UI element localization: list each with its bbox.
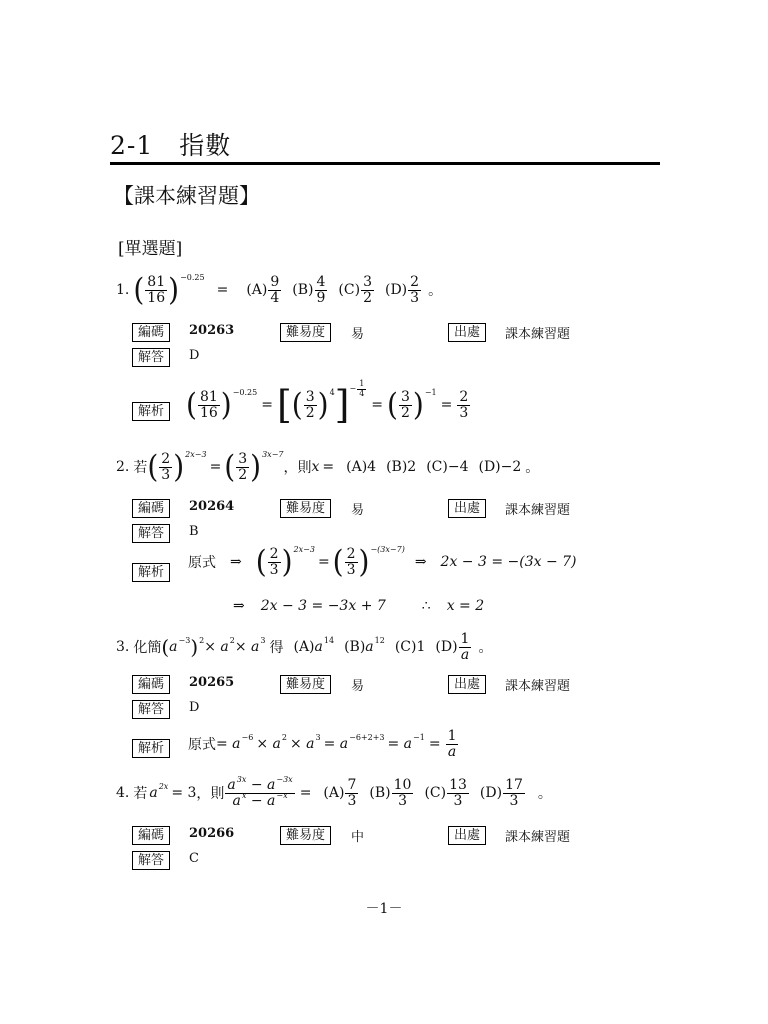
answer-value: D xyxy=(189,348,200,363)
solution-label: 解析 xyxy=(132,737,170,758)
source-value: 課本練習題 xyxy=(505,327,571,342)
difficulty-label: 難易度 xyxy=(280,673,331,694)
chapter-title xyxy=(110,126,231,162)
code-value: 20263 xyxy=(189,323,235,338)
code-value: 20265 xyxy=(189,675,235,690)
question-1: 1. ( $\frac{81}{16}$ ) −0.25 = (A) $\frac{9}{4}$ (B) $\frac{4}{9}$ (C) $\frac{3}{2}$ (D) $\frac{2}{3}$ 。 xyxy=(116,271,443,308)
solution-2: 原式 ⇒ ( $\frac{2}{3}$ ) 2x−3 = ( $\frac{2}{3}$ ) −(3x−7) ⇒ 2x − 3 = −(3x − 7) xyxy=(188,543,577,580)
fraction: $\frac{a^{3x} - a^{-3x}}{a^x - a^{-x}}$ xyxy=(227,775,293,809)
source-value: 課本練習題 xyxy=(505,679,571,694)
question-number: 4. xyxy=(116,785,130,802)
option-c: (C)1 xyxy=(394,639,426,656)
page-number: －1－ xyxy=(365,901,403,917)
difficulty-value: 中 xyxy=(351,830,365,845)
answer-value: D xyxy=(189,700,200,715)
option-a: (A) $\frac{9}{4}$ xyxy=(246,274,280,306)
answer-label: 解答 xyxy=(132,849,170,870)
solution-1: ( $\frac{81}{16}$ ) −0.25 = [ ( $\frac{3}{2}$ ) 4 ] − $\frac{1}{4}$ = ( $\frac{3}{2}$ ) −1 = $\frac{2}{3}$ xyxy=(186,379,469,427)
code-label: 編碼 xyxy=(132,497,170,518)
subsection-heading: [單選題] xyxy=(118,239,183,259)
option-b: (B) a 12 xyxy=(344,635,385,656)
answer-label: 解答 xyxy=(132,698,170,719)
option-c: (C)−4 xyxy=(426,459,469,476)
source-label: 出處 xyxy=(448,824,486,845)
section-heading: 【課本練習題】 xyxy=(113,184,260,208)
fraction: $\frac{81}{16}$ xyxy=(147,274,166,306)
option-a: (A) a 14 xyxy=(293,635,335,656)
difficulty-value: 易 xyxy=(351,679,365,694)
difficulty-value: 易 xyxy=(351,503,365,518)
source-label: 出處 xyxy=(448,673,486,694)
option-a: (A) $\frac{7}{3}$ xyxy=(323,777,357,809)
question-number: 1. xyxy=(116,282,130,299)
solution-2-line2: ⇒ 2x − 3 = −3x + 7 ∴ x = 2 xyxy=(233,598,485,614)
option-d: (D)−2 xyxy=(478,459,522,476)
question-4: 4. 若 a 2x = 3 ，則 $\frac{a^{3x} - a^{-3x}}{a^x - a^{-x}}$ = (A) $\frac{7}{3}$ (B) $\frac{10}{3}$ (C) $\frac{13}{3}$ (D) $\frac{17}{3}$ 。 xyxy=(116,775,552,809)
solution-label: 解析 xyxy=(132,561,170,582)
option-a: (A)4 xyxy=(346,459,377,476)
title-rule xyxy=(110,162,660,165)
source-value: 課本練習題 xyxy=(505,503,571,518)
question-3: 3. 化簡 ( a −3 ) 2 × a 2 × a 3 得 (A) a 14 (B) a 12 (C)1 (D) $\frac{1}{a}$ 。 xyxy=(116,631,493,663)
code-value: 20266 xyxy=(189,826,235,841)
difficulty-label: 難易度 xyxy=(280,824,331,845)
answer-label: 解答 xyxy=(132,522,170,543)
question-2: 2. 若 ( $\frac{2}{3}$ ) 2x−3 = ( $\frac{3}{2}$ ) 3x−7 ，則 x = (A)4 (B)2 (C)−4 (D)−2 。 xyxy=(116,448,540,485)
option-c: (C) $\frac{3}{2}$ xyxy=(338,274,372,306)
code-label: 編碼 xyxy=(132,321,170,342)
answer-label: 解答 xyxy=(132,346,170,367)
exponent: −0.25 xyxy=(180,272,205,282)
option-c: (C) $\frac{13}{3}$ xyxy=(424,777,467,809)
answer-value: B xyxy=(189,524,199,539)
source-label: 出處 xyxy=(448,321,486,342)
chapter-name: 指數 xyxy=(179,131,232,160)
difficulty-value: 易 xyxy=(351,327,365,342)
question-number: 3. xyxy=(116,639,130,656)
code-value: 20264 xyxy=(189,499,235,514)
source-value: 課本練習題 xyxy=(505,830,571,845)
answer-value: C xyxy=(189,851,199,866)
solution-3: 原式 = a −6 × a 2 × a 3 = a −6+2+3 = a −1 = $\frac{1}{a}$ xyxy=(188,728,457,760)
difficulty-label: 難易度 xyxy=(280,321,331,342)
difficulty-label: 難易度 xyxy=(280,497,331,518)
option-b: (B) $\frac{4}{9}$ xyxy=(292,274,326,306)
question-number: 2. xyxy=(116,459,130,476)
option-b: (B)2 xyxy=(386,459,417,476)
option-d: (D) $\frac{2}{3}$ xyxy=(384,274,420,306)
option-d: (D) $\frac{17}{3}$ xyxy=(479,777,523,809)
code-label: 編碼 xyxy=(132,673,170,694)
source-label: 出處 xyxy=(448,497,486,518)
solution-label: 解析 xyxy=(132,400,170,421)
chapter-number: 2-1 xyxy=(110,131,154,160)
option-b: (B) $\frac{10}{3}$ xyxy=(369,777,412,809)
option-d: (D) $\frac{1}{a}$ xyxy=(435,631,470,663)
code-label: 編碼 xyxy=(132,824,170,845)
